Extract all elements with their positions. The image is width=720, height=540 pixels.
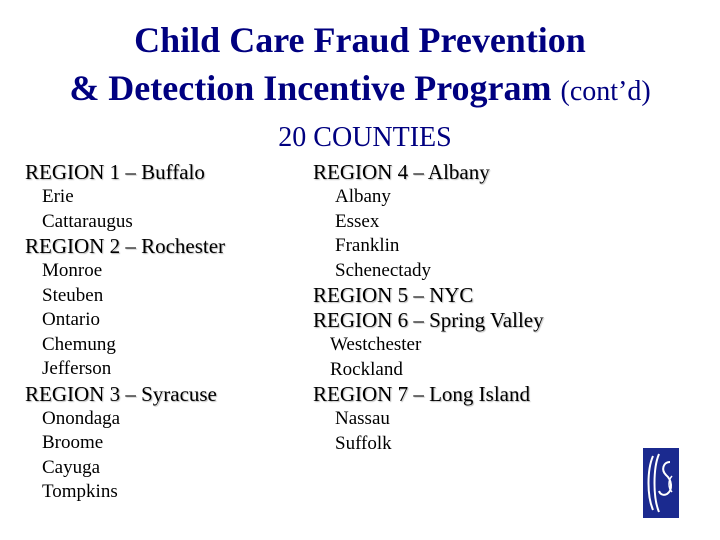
county-item: Chemung — [42, 333, 116, 355]
region-heading: REGION 7 – Long Island — [313, 382, 530, 406]
slide-title-line1: Child Care Fraud Prevention — [134, 20, 586, 60]
agency-logo-icon — [643, 448, 679, 518]
county-item: Onondaga — [42, 407, 121, 429]
county-item: Rockland — [330, 358, 403, 380]
county-item: Broome — [42, 432, 104, 453]
county-item: Suffolk — [335, 432, 392, 454]
county-item: Schenectady — [335, 259, 432, 281]
slide-title-line2 — [0, 68, 720, 112]
county-item: Steuben — [42, 284, 104, 306]
county-item: Franklin — [335, 235, 400, 256]
right-region-column — [313, 160, 544, 456]
county-item: Westchester — [330, 334, 422, 355]
county-item: Cattaraugus — [42, 210, 133, 232]
counties-subtitle: 20 COUNTIES — [278, 122, 452, 153]
county-item: Erie — [42, 186, 74, 207]
county-item: Cayuga — [42, 456, 101, 478]
county-item: Essex — [335, 210, 380, 232]
county-item: Jefferson — [42, 358, 112, 379]
county-item: Nassau — [335, 408, 390, 429]
agency-logo-mark — [643, 448, 679, 518]
region-heading: REGION 6 – Spring Valley — [313, 308, 544, 332]
county-item: Monroe — [42, 260, 103, 281]
region-heading: REGION 3 – Syracuse — [25, 381, 217, 406]
region-heading: REGION 4 – Albany — [313, 160, 490, 184]
slide-title-suffix: (cont’d) — [560, 76, 651, 107]
county-item: Albany — [335, 186, 391, 207]
left-region-column — [25, 160, 225, 505]
region-heading: REGION 1 – Buffalo — [25, 160, 205, 184]
slide-title-main: & Detection Incentive Program — [69, 68, 552, 108]
region-heading: REGION 5 – NYC — [313, 283, 474, 307]
county-item: Ontario — [42, 309, 101, 330]
county-item: Tompkins — [42, 481, 118, 502]
region-heading: REGION 2 – Rochester — [25, 234, 226, 258]
